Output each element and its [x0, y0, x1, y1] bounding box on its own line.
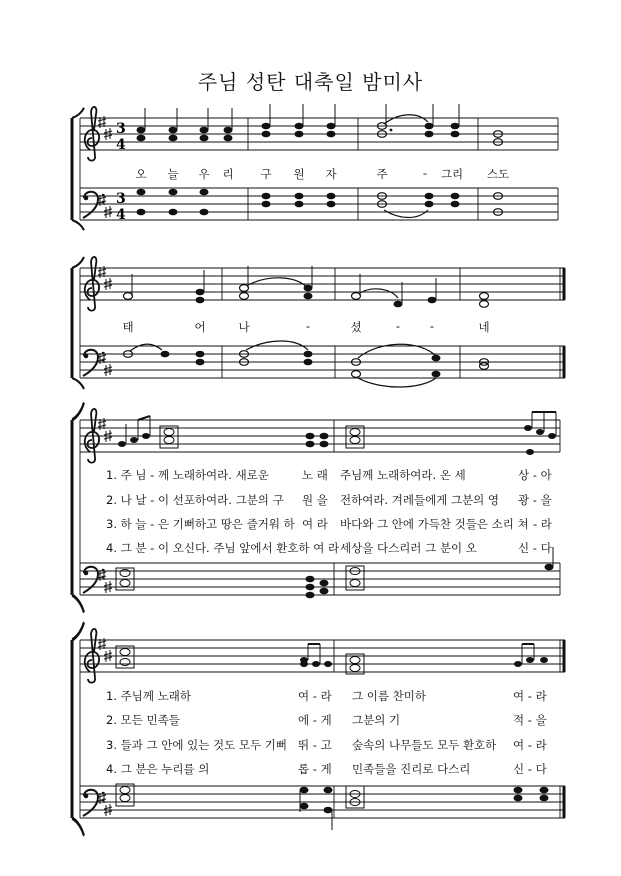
lyric-syllable: 원 — [293, 167, 305, 181]
lyric-syllable: 늘 — [167, 167, 179, 181]
lyric-syllable: 셨 — [350, 320, 362, 334]
verse-1-part-2: 노 래 — [302, 468, 328, 482]
lyric-syllable: - — [422, 166, 428, 180]
verse-4-part-1: 4. 그 분은 누리를 의 — [106, 762, 210, 776]
verse-3-part-2: 여 라 — [302, 517, 328, 531]
verse-3-part-3: 숲속의 나무들도 모두 환호하 — [352, 738, 497, 752]
verse-4-part-1: 4. 그 분 - 이 오신다. 주님 앞에서 환호하 여 라 — [106, 541, 340, 555]
verse-4-part-3: 민족들을 진리로 다스리 — [352, 762, 471, 776]
lyric-syllable: 구 — [260, 167, 272, 181]
verse-4-part-3: 세상을 다스리러 그 분이 오 — [340, 541, 477, 555]
verse-1-part-2: 여 - 라 — [298, 689, 332, 703]
verse-1-part-4: 상 - 아 — [518, 468, 552, 482]
lyric-syllable: 나 — [238, 320, 250, 334]
verse-1-part-1: 1. 주 님 - 께 노래하여라. 새로운 — [106, 468, 269, 482]
verse-1-part-3: 그 이름 찬미하 — [352, 689, 426, 703]
verse-1-part-4: 여 - 라 — [513, 689, 547, 703]
verse-2-part-2: 원 을 — [302, 493, 328, 507]
verse-3-part-4: 여 - 라 — [513, 738, 547, 752]
svg-text:3: 3 — [116, 121, 126, 137]
verse-4-part-2: 롭 - 게 — [298, 762, 332, 776]
verse-2-part-3: 전하여라. 겨레들에게 그분의 영 — [340, 493, 500, 507]
verse-3-part-3: 바다와 그 안에 가득찬 것들은 소리 쳐 — [340, 517, 529, 531]
verse-3-part-1: 3. 하 늘 - 은 기뻐하고 땅은 즐거워 하 — [106, 517, 295, 531]
lyric-syllable: 스도 — [486, 167, 510, 181]
verse-4-part-4: 신 - 다 — [518, 541, 552, 555]
verse-4-part-4: 신 - 다 — [513, 762, 547, 776]
system-2 — [72, 257, 565, 389]
lyric-syllable: - — [305, 319, 311, 333]
verse-1-part-1: 1. 주님께 노래하 — [106, 689, 191, 703]
lyric-syllable: 리 — [222, 167, 234, 181]
lyric-syllable: 태 — [122, 320, 134, 334]
lyric-syllable: 오 — [135, 167, 147, 181]
lyric-syllable: - — [395, 319, 401, 333]
svg-text:4: 4 — [116, 207, 126, 223]
lyric-syllable: 자 — [325, 167, 337, 181]
svg-text:3: 3 — [116, 191, 126, 207]
verse-3-part-2: 뛰 - 고 — [298, 738, 332, 752]
system-4 — [72, 622, 565, 836]
lyric-syllable: 그리 — [440, 167, 464, 181]
verse-2-part-1: 2. 모든 민족들 — [106, 713, 180, 727]
lyric-syllable: 어 — [194, 320, 206, 334]
lyric-syllable: 네 — [478, 320, 490, 334]
lyric-syllable: - — [429, 319, 435, 333]
verse-3-part-1: 3. 들과 그 안에 있는 것도 모두 기뻐 — [106, 738, 287, 752]
verse-2-part-3: 그분의 기 — [352, 713, 401, 727]
verse-3-part-4: - 라 — [533, 517, 552, 531]
verse-2-part-4: 적 - 을 — [513, 713, 547, 727]
verse-1-part-3: 주님께 노래하여라. 온 세 — [340, 468, 466, 482]
lyric-syllable: 주 — [376, 167, 388, 181]
lyric-syllable: 우 — [198, 167, 210, 181]
verse-2-part-4: 광 - 을 — [518, 493, 552, 507]
verse-2-part-2: 에 - 게 — [298, 713, 332, 727]
page-title: 주님 성탄 대축일 밤미사 — [197, 70, 424, 94]
svg-text:4: 4 — [116, 137, 126, 153]
verse-2-part-1: 2. 나 날 - 이 선포하여라. 그분의 구 — [106, 493, 284, 507]
